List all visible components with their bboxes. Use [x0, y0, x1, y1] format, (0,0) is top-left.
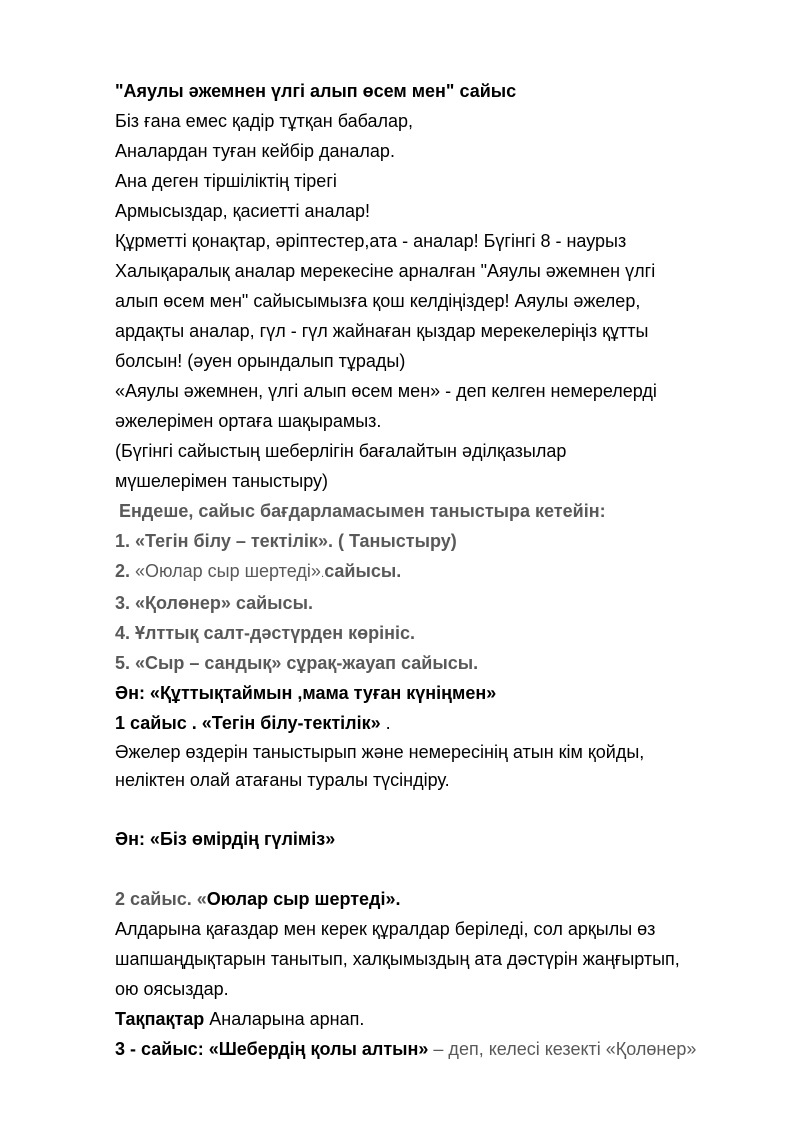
round-2-text: ою оясыздар. [115, 979, 229, 999]
round-1-title-tail: . [380, 713, 391, 733]
poems-label: Тақпақтар [115, 1009, 205, 1029]
program-item-2-suffix: сайысы. [324, 561, 402, 581]
round-2-text: шапшаңдықтарын танытып, халқымыздың ата дәстүрін жаңғыртып, [115, 949, 680, 969]
intro-line: «Аяулы әжемнен, үлгі алып өсем мен» - деп келген немерелерді [115, 381, 657, 401]
poem-line: Аналардан туған кейбір даналар. [115, 141, 395, 161]
poems-text: Аналарына арнап. [204, 1009, 365, 1029]
round-1-text: неліктен олай атағаны туралы түсіндіру. [115, 770, 450, 790]
poem-line: Ана деген тіршіліктің тірегі [115, 171, 337, 191]
round-2-title [115, 884, 765, 914]
intro-line: алып өсем мен" сайысымызға қош келдіңіздер! Аяулы әжелер, [115, 291, 641, 311]
song-2: Ән: «Біз өмірдің гүліміз» [115, 829, 336, 849]
program-item-3: 3. «Қолөнер» сайысы. [115, 593, 313, 613]
intro-line: мүшелерімен таныстыру) [115, 471, 328, 491]
program-item-2-dot: . [320, 566, 325, 580]
poem-line: Армысыздар, қасиетті аналар! [115, 201, 370, 221]
document-page [115, 76, 765, 1064]
intro-line: Құрметті қонақтар, әріптестер,ата - аналар! Бүгінгі 8 - наурыз [115, 231, 627, 251]
program-item-1: 1. «Тегін білу – тектілік». ( Таныстыру) [115, 531, 457, 551]
round-2-title-text: Оюлар сыр шертеді». [206, 889, 401, 909]
program-item-2-title: «Оюлар сыр шертеді» [135, 561, 321, 581]
program-heading: Ендеше, сайыс бағдарламасымен таныстыра кетейін: [119, 501, 606, 521]
intro-line: Халықаралық аналар мерекесіне арналған "Аяулы әжемнен үлгі [115, 261, 656, 281]
poems-line [115, 1004, 765, 1034]
round-1-title [115, 708, 765, 738]
round-3-title-text: 3 - сайыс: «Шебердің қолы алтын» [115, 1039, 429, 1059]
intro-line: (Бүгінгі сайыстың шеберлігін бағалайтын әділқазылар [115, 441, 567, 461]
round-1-text: Әжелер өздерін таныстырып және немересінің атын кім қойды, [115, 742, 645, 762]
program-item-2-number: 2. [115, 561, 136, 581]
round-2-prefix: 2 сайыс. « [115, 889, 207, 909]
program-item-4: 4. Ұлттық салт-дәстүрден көрініс. [115, 623, 415, 643]
poem-line: Біз ғана емес қадір тұтқан бабалар, [115, 111, 414, 131]
round-3-tail: – деп, келесі кезекті «Қолөнер» [428, 1039, 697, 1059]
round-3-title [115, 1034, 765, 1064]
document-title: "Аяулы әжемнен үлгі алып өсем мен" сайыс [115, 81, 517, 101]
intro-line: ардақты аналар, гүл - гүл жайнаған қыздар мерекелеріңіз құтты [115, 321, 649, 341]
round-1-title-text: 1 сайыс . «Тегін білу-тектілік» [115, 713, 381, 733]
round-2-text: Алдарына қағаздар мен керек құралдар беріледі, сол арқылы өз [115, 919, 656, 939]
program-item-5: 5. «Сыр – сандық» сұрақ-жауап сайысы. [115, 653, 479, 673]
intro-line: болсын! (әуен орындалып тұрады) [115, 351, 406, 371]
song-1: Ән: «Құттықтаймын ,мама туған күніңмен» [115, 683, 497, 703]
program-item-2 [115, 556, 765, 588]
intro-line: әжелерімен ортаға шақырамыз. [115, 411, 382, 431]
